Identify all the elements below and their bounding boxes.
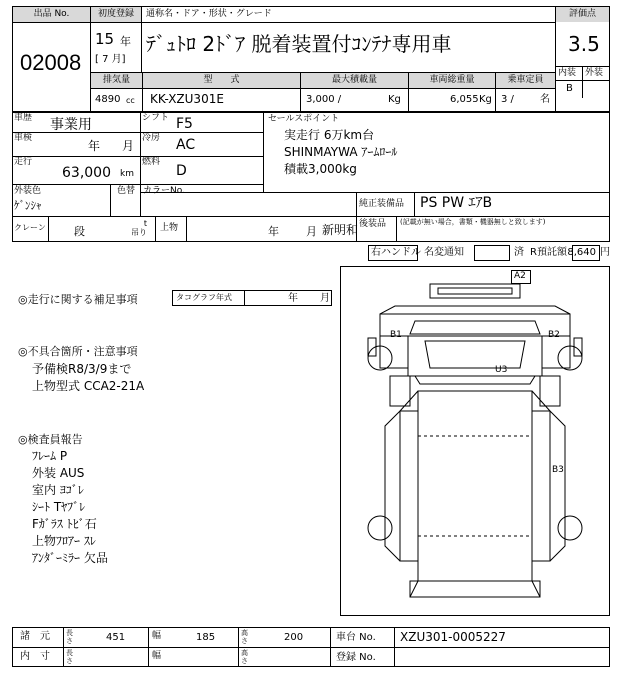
color-change-label: 色替 [117,186,136,196]
height-label: 高 さ [241,629,248,645]
mileage-value: 63,000 [62,165,111,181]
ac-value: AC [176,137,196,153]
shift-label: シフト [142,113,170,123]
color-value: ｹﾞﾝｼｬ [14,199,42,212]
truck-diagram [340,266,610,616]
color-label: 外装色 [14,186,42,196]
defects-label: ◎不具合箇所・注意事項 [18,345,138,358]
width-label: 幅 [152,631,162,641]
model-value: KK-XZU301E [150,92,224,106]
diagram-mark: A2 [514,271,526,281]
tacho-year: 年 [288,293,298,304]
diagram-mark: B2 [548,330,560,340]
aftermarket-label: 後装品 [359,219,387,229]
inspector-line: 外装 AUS [32,466,85,480]
defect-line: 上物型式 CCA2-21A [32,379,145,393]
first-reg-month: [ 7 月] [95,54,126,65]
chassis-number: XZU301-0005227 [400,630,506,644]
inspector-label: ◎検査員報告 [18,433,83,446]
max-load-unit: Kg [388,94,401,105]
diagram-mark: U3 [495,365,508,375]
lot-number: 02008 [20,50,82,75]
rating-label: 評価点 [556,7,609,22]
displacement-value: 4890 [95,94,121,105]
diagram-mark: B1 [390,330,402,340]
name-change-label: 名変通知 [424,247,464,258]
oem-equipment-value: PS PW ｴｱB [420,195,493,211]
ac-label: 冷房 [142,133,161,143]
first-reg-label: 初度登録 [91,7,141,22]
sales-point-line: 実走行 6万km台 [284,128,375,142]
inspector-line: 室内 ﾖｺﾞﾚ [32,483,84,497]
body-month: 月 [306,225,317,238]
interior-grade: B [566,83,573,94]
capacity-label: 乗車定員 [496,73,555,88]
capacity-value: 3 / [501,94,514,105]
yen-label: 円 [600,247,610,258]
capacity-unit: 名 [540,94,550,105]
exterior-grade-label: 外装 [585,68,604,78]
width-value: 185 [196,632,216,643]
oem-equipment-label: 純正装備品 [359,199,405,209]
displacement-label: 排気量 [91,73,142,88]
length-value: 451 [106,632,126,643]
displacement-unit: cc [126,96,135,105]
car-name: ﾃﾞｭﾄﾛ 2ﾄﾞｱ 脱着装置付ｺﾝﾃﾅ専用車 [146,32,452,56]
recycle-value: 8,640 [567,247,596,258]
inspection-month: 月 [122,139,135,153]
model-label: 型 式 [143,73,300,88]
tacho-month: 月 [320,293,330,304]
sales-point-line: 積載3,000kg [284,162,357,176]
dims-label: 諸 元 [20,631,50,642]
in-length-label: 長 さ [66,649,73,665]
gross-weight-unit: Kg [479,94,492,105]
fuel-value: D [176,163,187,179]
max-load-value: 3,000 / [306,94,342,105]
tax-label: 済 [514,247,524,258]
rhd-label: 右ハンドル [371,247,421,258]
gross-weight-value: 6,055 [450,94,479,105]
gross-weight-label: 車両総重量 [409,73,495,88]
inspection-label: 車検 [14,133,33,143]
chassis-label: 車台 No. [336,632,376,643]
inspector-line: ｱﾝﾀﾞｰﾐﾗｰ 欠品 [32,551,108,565]
driving-notes-label: ◎走行に関する補足事項 [18,293,138,306]
length-label: 長 さ [66,629,73,645]
height-value: 200 [284,632,304,643]
crane-steps-label: 段 [74,225,85,238]
color-no-label: カラーNo. [143,186,185,196]
inspector-line: Fｶﾞﾗｽ ﾄﾋﾞ石 [32,517,97,531]
shift-value: F5 [176,116,193,132]
tacho-label: タコグラフ年式 [176,293,232,302]
lot-no-label: 出品 No. [13,7,90,22]
fuel-label: 燃料 [142,157,161,167]
body-year: 年 [268,225,279,238]
body-maker: 新明和 [322,223,359,237]
body-label: 上物 [160,223,179,233]
diagram-mark: B3 [552,465,564,475]
sales-points-label: セールスポイント [268,114,340,124]
aftermarket-note: (記載が無い場合，書類・機器無しと致します) [400,218,546,226]
car-name-label: 通称名・ドア・形状・グレード [146,9,272,19]
first-reg-year: 15 [95,30,115,48]
rating-score: 3.5 [568,32,600,56]
inspector-line: ｼｰﾄ Tﾔﾌﾞﾚ [32,500,86,514]
crane-label: クレーン [14,223,46,232]
interior-grade-label: 内装 [558,68,577,78]
in-height-label: 高 さ [241,649,248,665]
inspector-line: 上物ﾌﾛｱｰ ｽﾚ [32,534,96,548]
max-load-label: 最大積載量 [301,73,408,88]
sales-point-line: SHINMAYWA ｱｰﾑﾛｰﾙ [284,145,398,159]
recycle-label: R預託額 [530,247,567,258]
history-label: 車歴 [14,113,33,123]
name-change-box [474,245,510,261]
inspector-line: ﾌﾚｰﾑ P [32,449,68,463]
crane-tonnage-label: t 吊り [131,219,147,237]
history-value: 事業用 [50,117,92,133]
interior-dims-label: 内 寸 [20,651,50,662]
mileage-label: 走行 [14,157,33,167]
first-reg-year-unit: 年 [120,35,131,48]
inspection-year: 年 [88,139,101,153]
reg-label: 登録 No. [336,652,376,663]
in-width-label: 幅 [152,651,162,661]
defect-line: 予備検R8/3/9まで [32,362,132,376]
mileage-unit: km [120,169,134,179]
